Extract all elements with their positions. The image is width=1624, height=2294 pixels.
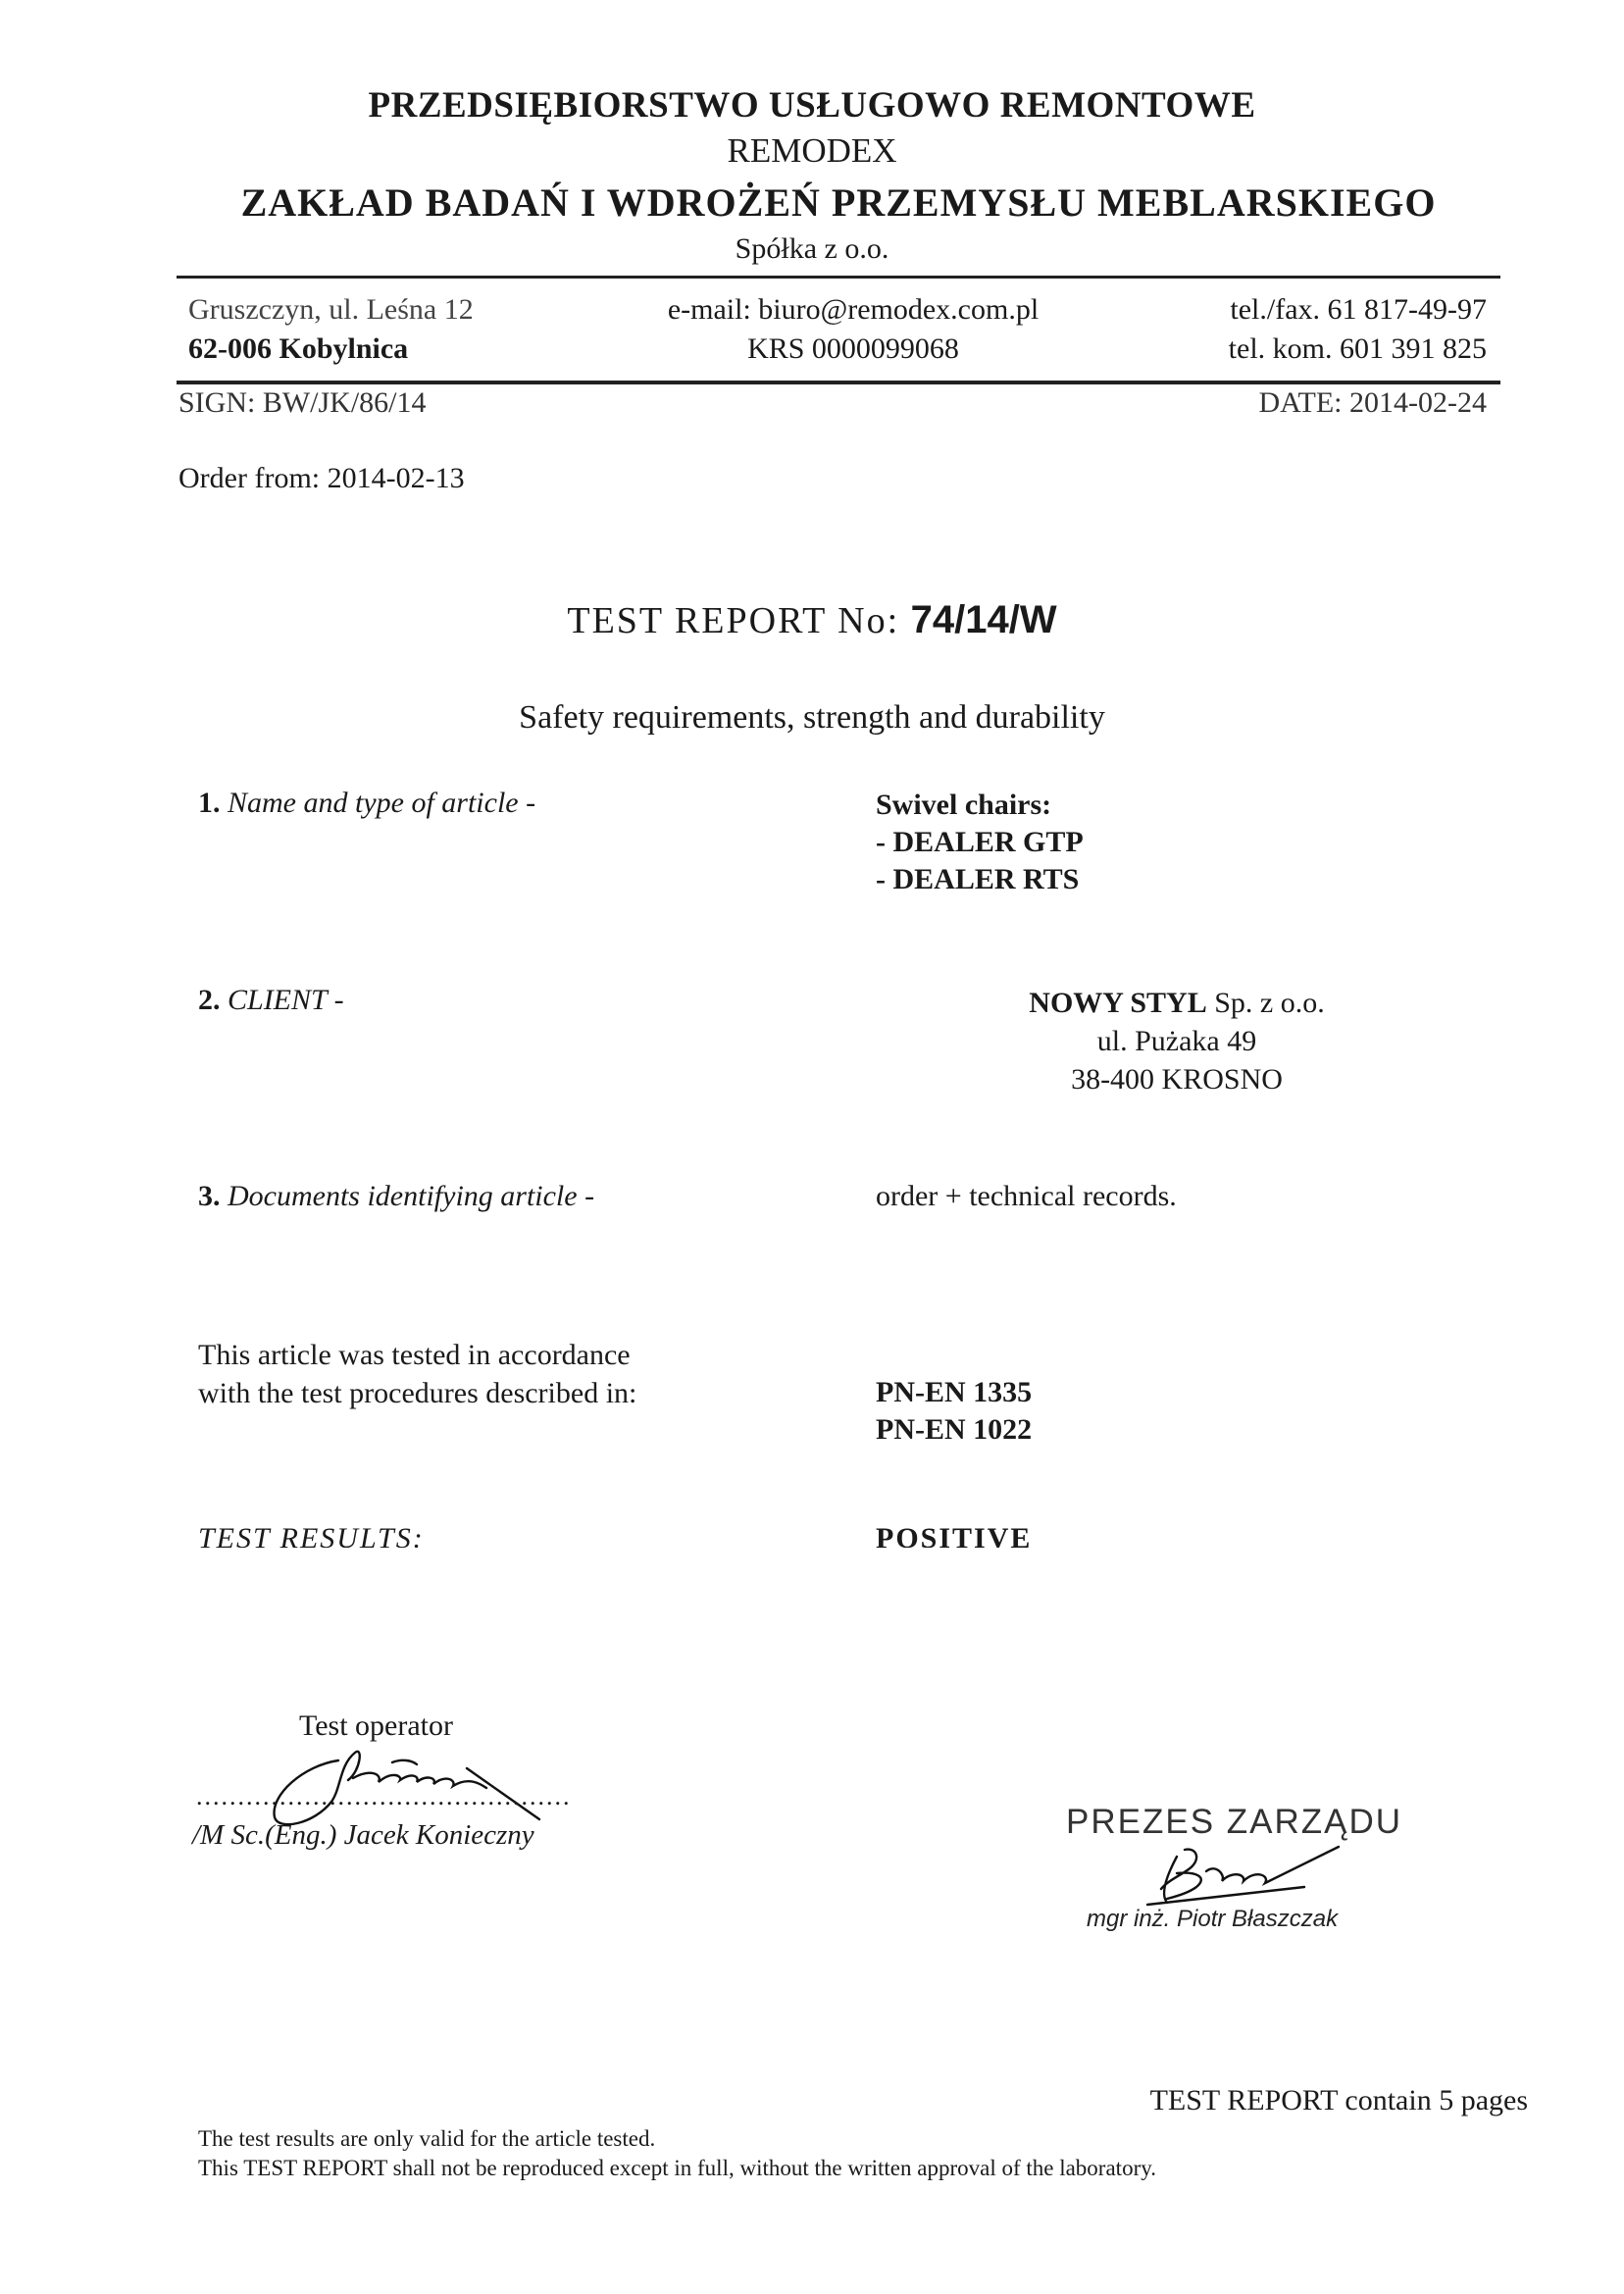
division-name: ZAKŁAD BADAŃ I WDROŻEŃ PRZEMYSŁU MEBLARSKIEGO [240, 180, 1437, 225]
results-value: POSITIVE [876, 1522, 1033, 1548]
brand-name: REMODEX [727, 131, 897, 170]
report-title-prefix: TEST REPORT No: [567, 600, 900, 641]
tel-fax: tel./fax. 61 817-49-97 [1230, 293, 1487, 326]
operator-name: /M Sc.(Eng.) Jacek Konieczny [192, 1819, 534, 1851]
standards-text-line2: with the test procedures described in: [198, 1377, 637, 1409]
standard-2: PN-EN 1022 [876, 1413, 1033, 1446]
client-label-row [198, 984, 344, 1017]
results-value-clip [876, 1522, 1032, 1548]
client-name-line [981, 984, 1373, 1022]
president-stamp: PREZES ZARZĄDU [1066, 1803, 1403, 1841]
header-rule-top [177, 276, 1500, 279]
article-label: Name and type of article - [228, 787, 536, 819]
tel-mobile: tel. kom. 601 391 825 [1228, 332, 1487, 365]
report-date: DATE: 2014-02-24 [1258, 386, 1487, 419]
legal-form: Spółka z o.o. [735, 232, 889, 265]
president-name: mgr inż. Piotr Błaszczak [1087, 1906, 1339, 1932]
client-city: 38-400 KROSNO [1071, 1063, 1283, 1096]
results-label-clip [198, 1522, 425, 1548]
standards-text-line1: This article was tested in accordance [198, 1339, 631, 1371]
article-value [876, 787, 1084, 898]
operator-signature-line: ............................................. [196, 1782, 572, 1810]
article-label-row [198, 787, 535, 820]
report-subtitle: Safety requirements, strength and durability [519, 699, 1105, 736]
standards-text [198, 1336, 636, 1412]
page-count: TEST REPORT contain 5 pages [1149, 2084, 1528, 2116]
order-date: Order from: 2014-02-13 [178, 462, 465, 494]
email: e-mail: biuro@remodex.com.pl [667, 293, 1040, 326]
client-value [981, 984, 1373, 1098]
standard-1: PN-EN 1335 [876, 1376, 1033, 1408]
address-line2: 62-006 Kobylnica [188, 332, 409, 365]
client-number: 2. [198, 984, 221, 1016]
documents-number: 3. [198, 1180, 221, 1212]
article-number: 1. [198, 787, 221, 819]
client-street: ul. Pużaka 49 [1096, 1025, 1257, 1057]
validity-note: The test results are only valid for the article tested. [198, 2126, 656, 2151]
results-label: TEST RESULTS: [198, 1522, 425, 1548]
article-line: - DEALER RTS [876, 863, 1080, 895]
client-name-suffix: Sp. z o.o. [1206, 987, 1325, 1019]
operator-title: Test operator [299, 1709, 454, 1742]
article-line: - DEALER GTP [876, 826, 1084, 858]
client-label: CLIENT - [228, 984, 344, 1016]
header-rule-bottom [177, 381, 1500, 384]
krs-number: KRS 0000099068 [747, 332, 959, 365]
documents-value: order + technical records. [876, 1180, 1177, 1212]
client-name: NOWY STYL [1029, 987, 1207, 1019]
documents-label-row [198, 1180, 594, 1213]
report-number: 74/14/W [910, 598, 1057, 641]
sign-reference: SIGN: BW/JK/86/14 [178, 386, 427, 419]
article-line: Swivel chairs: [876, 789, 1052, 821]
report-title [0, 598, 1624, 642]
address-line1: Gruszczyn, ul. Leśna 12 [188, 293, 474, 326]
reproduction-note: This TEST REPORT shall not be reproduced except in full, without the written approval of the laboratory. [198, 2156, 1156, 2180]
company-name: PRZEDSIĘBIORSTWO USŁUGOWO REMONTOWE [368, 85, 1256, 126]
standards-value [876, 1374, 1032, 1449]
documents-label: Documents identifying article - [228, 1180, 595, 1212]
